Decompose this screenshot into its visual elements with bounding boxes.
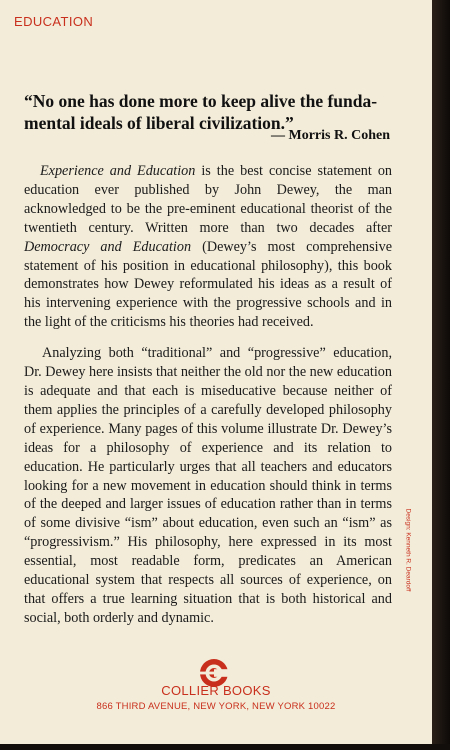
design-credit-text: Design: Kenneth R. Deardoff — [404, 508, 412, 592]
quote-attribution: — Morris R. Cohen — [271, 128, 390, 143]
paragraph-1-text-a: is the best concise statement on education ever published by John Dewey, the man acknowledged to be the pre-eminent educational theorist of the twentieth century. Written more than two decades after — [24, 163, 393, 236]
quote-line-1: “No one has done more to keep alive the funda- — [24, 91, 378, 111]
right-edge — [432, 0, 450, 750]
paragraph-1-text-b: (Dewey’s most comprehensive statement of his position in educational philosophy), this book demonstrates how Dewey reformulated his ideas as a result of his intervening experience with the progressive schools and in the light of the criticisms his theories had received. — [24, 238, 392, 331]
category-label: EDUCATION — [14, 14, 94, 29]
quote-line-2: mental ideals of liberal civilization.” — [24, 113, 294, 133]
publisher-address: 866 THIRD AVENUE, NEW YORK, NEW YORK 10022 — [96, 701, 336, 712]
publisher-name: COLLIER BOOKS — [161, 683, 271, 698]
bottom-edge — [0, 744, 450, 750]
related-book-title: Democracy and Education — [24, 238, 192, 255]
paragraph-1 — [24, 162, 392, 332]
description — [24, 162, 392, 640]
paragraph-2: Analyzing both “traditional” and “progressive” education, Dr. Dewey here insists that neither the old nor the new education is adequate and that each is miseducative because neither of them applies the principles of a carefully developed philosophy of experience. Many pages of this volume illustrate Dr. Dewey’s ideas for a philosophy of experience and its relation to education. He particularly urges that all teachers and educators looking for a new movement in education should think in terms of the deeped and larger issues of education rather than in terms of some divisive “ism” about education, even such an “ism” as “progressivism.” His philosophy, here expressed in its most essential, most readable form, predicates an American educational system that respects all sources of experience, on that offers a true learning situation that is both historical and social, both orderly and dynamic. — [24, 345, 392, 626]
book-title: Experience and Education — [40, 163, 196, 179]
design-credit — [401, 490, 415, 610]
